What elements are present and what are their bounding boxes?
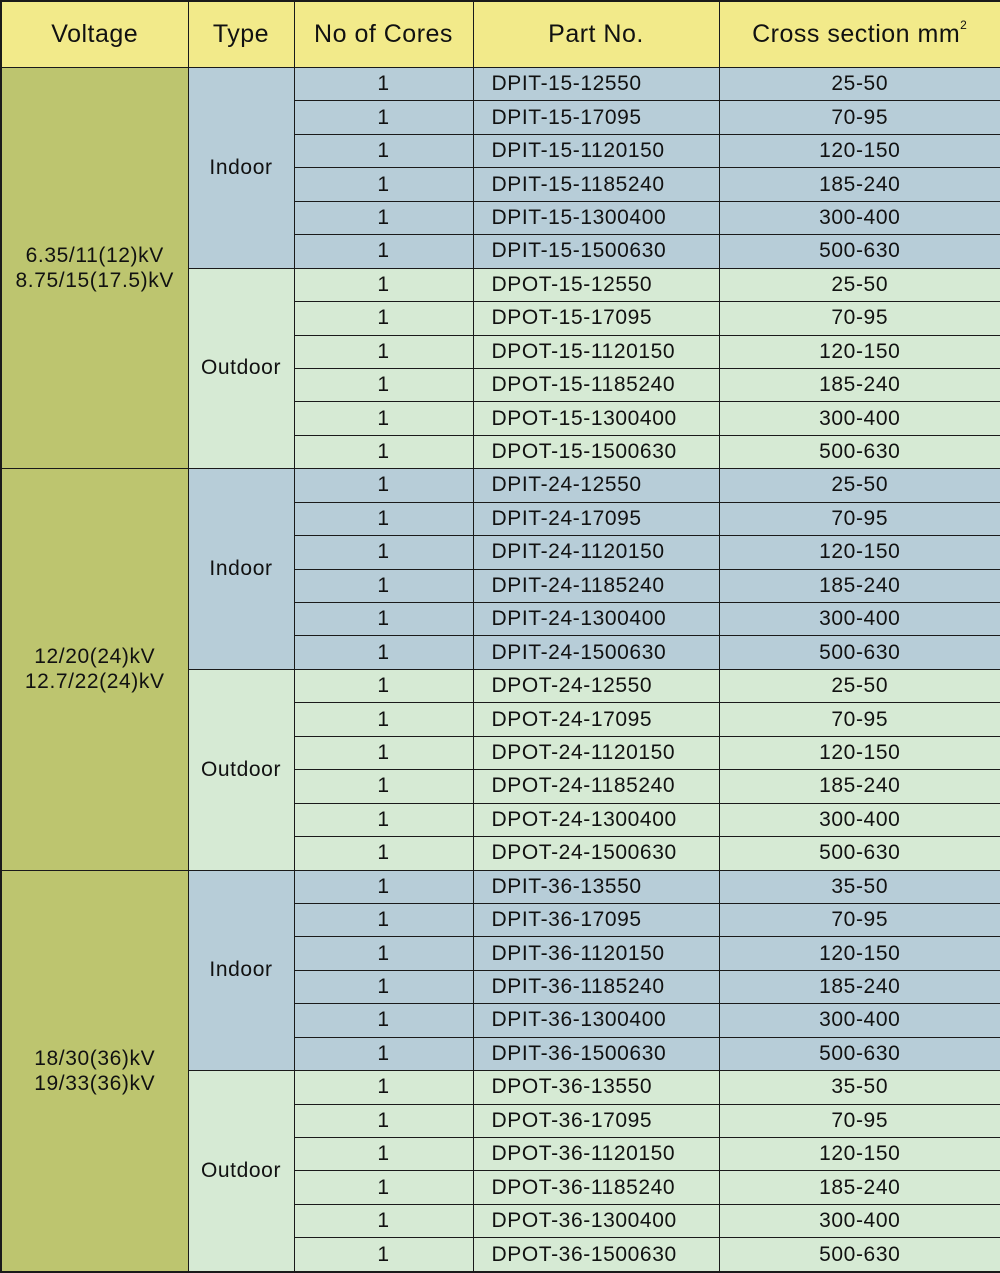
part-number-cell: DPIT-15-1185240 (473, 168, 719, 201)
header-cores: No of Cores (294, 1, 473, 68)
cross-section-cell: 25-50 (719, 268, 1000, 301)
part-number-cell: DPIT-36-1500630 (473, 1037, 719, 1070)
part-number-cell: DPOT-15-1300400 (473, 402, 719, 435)
type-cell-outdoor: Outdoor (188, 1071, 294, 1272)
cores-cell: 1 (294, 1238, 473, 1272)
cores-cell: 1 (294, 970, 473, 1003)
header-cross-section (719, 1, 1000, 68)
cross-section-cell: 185-240 (719, 1171, 1000, 1204)
part-number-cell: DPIT-24-1300400 (473, 603, 719, 636)
header-voltage: Voltage (1, 1, 188, 68)
cross-section-cell: 25-50 (719, 68, 1000, 101)
header-part-no: Part No. (473, 1, 719, 68)
cores-cell: 1 (294, 402, 473, 435)
part-number-cell: DPIT-24-12550 (473, 469, 719, 502)
part-number-cell: DPIT-15-1500630 (473, 235, 719, 268)
part-number-cell: DPOT-24-12550 (473, 669, 719, 702)
cores-cell: 1 (294, 603, 473, 636)
cross-section-cell: 25-50 (719, 669, 1000, 702)
voltage-cell (1, 469, 188, 870)
cores-cell: 1 (294, 502, 473, 535)
part-number-cell: DPIT-15-1300400 (473, 201, 719, 234)
cross-section-cell: 70-95 (719, 903, 1000, 936)
voltage-line: 8.75/15(17.5)kV (15, 269, 174, 293)
cores-cell: 1 (294, 235, 473, 268)
voltage-cell (1, 870, 188, 1272)
part-number-cell: DPIT-36-13550 (473, 870, 719, 903)
cores-cell: 1 (294, 368, 473, 401)
cores-cell: 1 (294, 536, 473, 569)
part-number-cell: DPIT-15-12550 (473, 68, 719, 101)
cross-section-cell: 300-400 (719, 603, 1000, 636)
part-number-cell: DPIT-15-1120150 (473, 134, 719, 167)
cores-cell: 1 (294, 703, 473, 736)
cores-cell: 1 (294, 268, 473, 301)
cores-cell: 1 (294, 469, 473, 502)
cross-section-cell: 500-630 (719, 1037, 1000, 1070)
part-number-cell: DPOT-36-1120150 (473, 1138, 719, 1171)
cross-section-cell: 120-150 (719, 536, 1000, 569)
voltage-line: 12.7/22(24)kV (24, 670, 165, 694)
header-type: Type (188, 1, 294, 68)
header-cross-section-superscript: 2 (960, 17, 968, 32)
cores-cell: 1 (294, 335, 473, 368)
cross-section-cell: 500-630 (719, 235, 1000, 268)
cross-section-cell: 300-400 (719, 803, 1000, 836)
cores-cell: 1 (294, 803, 473, 836)
part-number-cell: DPIT-24-1185240 (473, 569, 719, 602)
cross-section-cell: 35-50 (719, 870, 1000, 903)
cores-cell: 1 (294, 770, 473, 803)
cores-cell: 1 (294, 1071, 473, 1104)
cores-cell: 1 (294, 201, 473, 234)
cross-section-cell: 500-630 (719, 636, 1000, 669)
cross-section-cell: 120-150 (719, 937, 1000, 970)
part-number-cell: DPOT-36-13550 (473, 1071, 719, 1104)
cores-cell: 1 (294, 1138, 473, 1171)
part-number-cell: DPOT-36-17095 (473, 1104, 719, 1137)
type-cell-indoor: Indoor (188, 68, 294, 269)
part-number-cell: DPOT-24-1300400 (473, 803, 719, 836)
voltage-cell (1, 68, 188, 469)
cross-section-cell: 120-150 (719, 736, 1000, 769)
part-number-cell: DPIT-36-17095 (473, 903, 719, 936)
part-number-cell: DPOT-24-17095 (473, 703, 719, 736)
voltage-line: 18/30(36)kV (34, 1046, 156, 1070)
cross-section-cell: 120-150 (719, 335, 1000, 368)
cross-section-cell: 25-50 (719, 469, 1000, 502)
cross-section-cell: 70-95 (719, 703, 1000, 736)
cross-section-cell: 300-400 (719, 1004, 1000, 1037)
cores-cell: 1 (294, 302, 473, 335)
type-cell-indoor: Indoor (188, 870, 294, 1071)
type-cell-outdoor: Outdoor (188, 669, 294, 870)
part-number-cell: DPIT-36-1185240 (473, 970, 719, 1003)
cross-section-cell: 35-50 (719, 1071, 1000, 1104)
part-number-cell: DPIT-15-17095 (473, 101, 719, 134)
header-row (1, 1, 1000, 68)
cross-section-cell: 500-630 (719, 435, 1000, 468)
part-number-cell: DPOT-36-1300400 (473, 1204, 719, 1237)
cross-section-cell: 300-400 (719, 201, 1000, 234)
cross-section-cell: 70-95 (719, 502, 1000, 535)
cores-cell: 1 (294, 569, 473, 602)
part-number-cell: DPOT-36-1500630 (473, 1238, 719, 1272)
cross-section-cell: 185-240 (719, 368, 1000, 401)
cores-cell: 1 (294, 1171, 473, 1204)
cores-cell: 1 (294, 636, 473, 669)
part-number-cell: DPIT-36-1300400 (473, 1004, 719, 1037)
voltage-line: 19/33(36)kV (34, 1071, 156, 1095)
cross-section-cell: 185-240 (719, 970, 1000, 1003)
cores-cell: 1 (294, 1204, 473, 1237)
cross-section-cell: 70-95 (719, 1104, 1000, 1137)
cores-cell: 1 (294, 101, 473, 134)
cross-section-cell: 120-150 (719, 1138, 1000, 1171)
table-row (1, 469, 1000, 502)
cores-cell: 1 (294, 435, 473, 468)
part-number-cell: DPOT-15-1500630 (473, 435, 719, 468)
part-number-cell: DPIT-24-17095 (473, 502, 719, 535)
cross-section-cell: 500-630 (719, 1238, 1000, 1272)
cores-cell: 1 (294, 1004, 473, 1037)
cross-section-cell: 70-95 (719, 302, 1000, 335)
cross-section-cell: 185-240 (719, 770, 1000, 803)
part-number-cell: DPOT-24-1500630 (473, 837, 719, 870)
table-body (1, 68, 1000, 1273)
cores-cell: 1 (294, 134, 473, 167)
part-number-cell: DPOT-15-1185240 (473, 368, 719, 401)
part-number-cell: DPIT-24-1120150 (473, 536, 719, 569)
part-number-cell: DPIT-24-1500630 (473, 636, 719, 669)
part-number-cell: DPOT-24-1120150 (473, 736, 719, 769)
voltage-line: 12/20(24)kV (34, 645, 156, 669)
cross-section-cell: 70-95 (719, 101, 1000, 134)
cross-section-cell: 300-400 (719, 1204, 1000, 1237)
part-number-cell: DPOT-15-1120150 (473, 335, 719, 368)
cores-cell: 1 (294, 903, 473, 936)
type-cell-indoor: Indoor (188, 469, 294, 670)
cross-section-cell: 300-400 (719, 402, 1000, 435)
cores-cell: 1 (294, 168, 473, 201)
part-number-cell: DPOT-36-1185240 (473, 1171, 719, 1204)
cross-section-cell: 120-150 (719, 134, 1000, 167)
part-number-cell: DPOT-15-12550 (473, 268, 719, 301)
cross-section-cell: 500-630 (719, 837, 1000, 870)
cores-cell: 1 (294, 1104, 473, 1137)
cores-cell: 1 (294, 870, 473, 903)
cores-cell: 1 (294, 736, 473, 769)
header-cross-section-label: Cross section mm (752, 20, 961, 48)
part-number-cell: DPOT-24-1185240 (473, 770, 719, 803)
cores-cell: 1 (294, 669, 473, 702)
table-row (1, 870, 1000, 903)
part-number-cell: DPOT-15-17095 (473, 302, 719, 335)
voltage-line: 6.35/11(12)kV (25, 244, 164, 268)
table-row (1, 68, 1000, 101)
cores-cell: 1 (294, 937, 473, 970)
cores-cell: 1 (294, 1037, 473, 1070)
type-cell-outdoor: Outdoor (188, 268, 294, 469)
cores-cell: 1 (294, 68, 473, 101)
cross-section-cell: 185-240 (719, 168, 1000, 201)
part-number-cell: DPIT-36-1120150 (473, 937, 719, 970)
cores-cell: 1 (294, 837, 473, 870)
cross-section-cell: 185-240 (719, 569, 1000, 602)
